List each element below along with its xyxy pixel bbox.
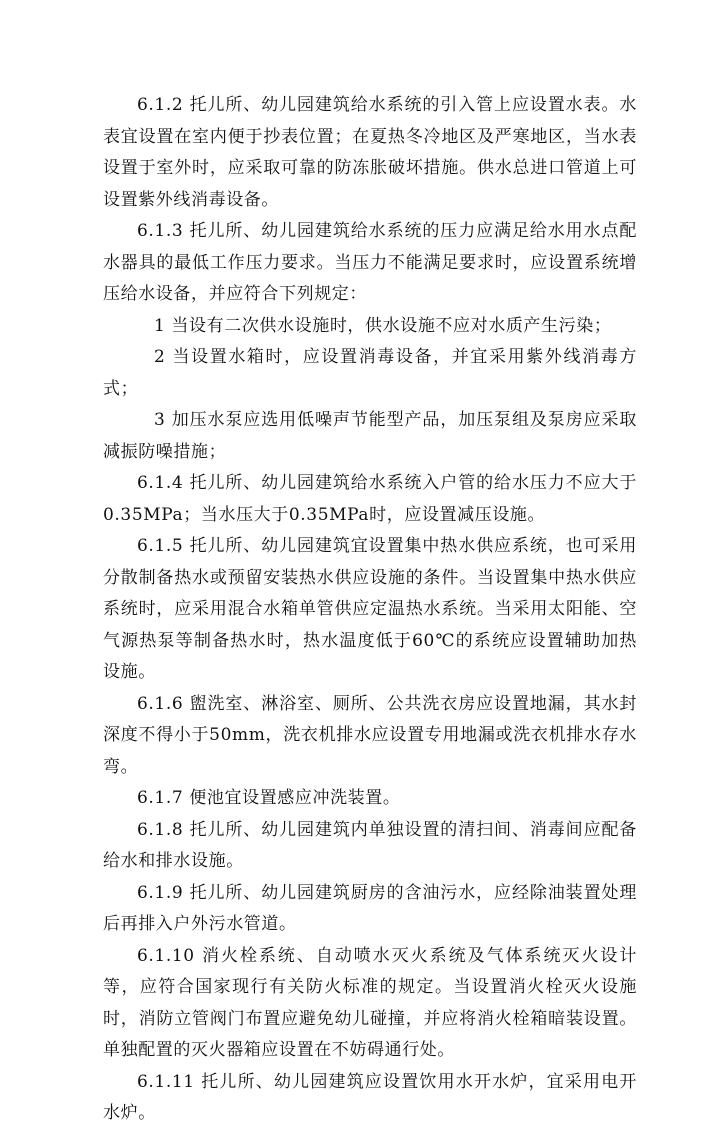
clause-text: 托儿所、幼儿园建筑给水系统入户管的给水压力不应大于0.35MPa；当水压大于0.35MPa时，应设置减压设施。	[103, 473, 637, 525]
clause-number: 6.1.6	[137, 693, 184, 714]
clause-6-1-10	[103, 941, 637, 1067]
item-number: 3	[154, 410, 166, 430]
clause-number: 6.1.11	[137, 1071, 195, 1092]
clause-6-1-7	[103, 783, 637, 815]
clause-6-1-3-item-1	[103, 311, 637, 343]
clause-number: 6.1.9	[137, 882, 184, 903]
clause-number: 6.1.8	[137, 819, 184, 840]
item-text: 当设有二次供水设施时，供水设施不应对水质产生污染；	[171, 315, 612, 336]
clause-6-1-3-item-2	[103, 342, 637, 405]
item-text: 加压水泵应选用低噪声节能型产品，加压泵组及泵房应采取减振防噪措施；	[103, 410, 637, 462]
clause-6-1-3-item-3	[103, 405, 637, 468]
clause-number: 6.1.4	[137, 473, 184, 493]
clause-6-1-11	[103, 1067, 637, 1130]
clause-number: 6.1.7	[137, 788, 184, 808]
clause-text: 托儿所、幼儿园建筑给水系统的引入管上应设置水表。水表宜设置在室内便于抄表位置；在夏热冬冷地区及严寒地区，当水表设置于室外时，应采取可靠的防冻胀破坏措施。供水总进口管道上可设置紫外线消毒设备。	[103, 95, 637, 210]
clause-number: 6.1.3	[137, 221, 184, 241]
clause-number: 6.1.5	[137, 536, 184, 556]
document-body	[103, 90, 637, 1130]
clause-text: 托儿所、幼儿园建筑宜设置集中热水供应系统，也可采用分散制备热水或预留安装热水供应设施的条件。当设置集中热水供应系统时，应采用混合水箱单管供应定温热水系统。当采用太阳能、空气源热泵等制备热水时，热水温度低于60℃的系统应设置辅助加热设施。	[103, 536, 637, 682]
clause-text: 托儿所、幼儿园建筑应设置饮用水开水炉，宜采用电开水炉。	[103, 1071, 637, 1123]
clause-text: 便池宜设置感应冲洗装置。	[189, 788, 401, 808]
clause-text: 托儿所、幼儿园建筑厨房的含油污水，应经除油装置处理后再排入户外污水管道。	[103, 882, 637, 934]
item-number: 1	[154, 315, 166, 336]
clause-6-1-6	[103, 689, 637, 784]
clause-text: 盥洗室、淋浴室、厕所、公共洗衣房应设置地漏，其水封深度不得小于50mm，洗衣机排水应设置专用地漏或洗衣机排水存水弯。	[103, 693, 637, 777]
clause-number: 6.1.10	[137, 945, 195, 966]
clause-text: 托儿所、幼儿园建筑给水系统的压力应满足给水用水点配水器具的最低工作压力要求。当压力不能满足要求时，应设置系统增压给水设备，并应符合下列规定：	[103, 221, 637, 304]
clause-text: 托儿所、幼儿园建筑内单独设置的清扫间、消毒间应配备给水和排水设施。	[103, 819, 637, 871]
clause-6-1-3	[103, 216, 637, 311]
clause-6-1-9	[103, 878, 637, 941]
clause-6-1-4	[103, 468, 637, 531]
clause-6-1-5	[103, 531, 637, 689]
clause-text: 消火栓系统、自动喷水灭火系统及气体系统灭火设计等，应符合国家现行有关防火标准的规定。当设置消火栓灭火设施时，消防立管阀门布置应避免幼儿碰撞，并应将消火栓箱暗装设置。单独配置的灭火器箱应设置在不妨碍通行处。	[103, 945, 637, 1060]
clause-6-1-2	[103, 90, 637, 216]
clause-6-1-8	[103, 815, 637, 878]
item-number: 2	[154, 347, 166, 367]
clause-number: 6.1.2	[137, 95, 184, 115]
item-text: 当设置水箱时，应设置消毒设备，并宜采用紫外线消毒方式；	[103, 347, 637, 399]
